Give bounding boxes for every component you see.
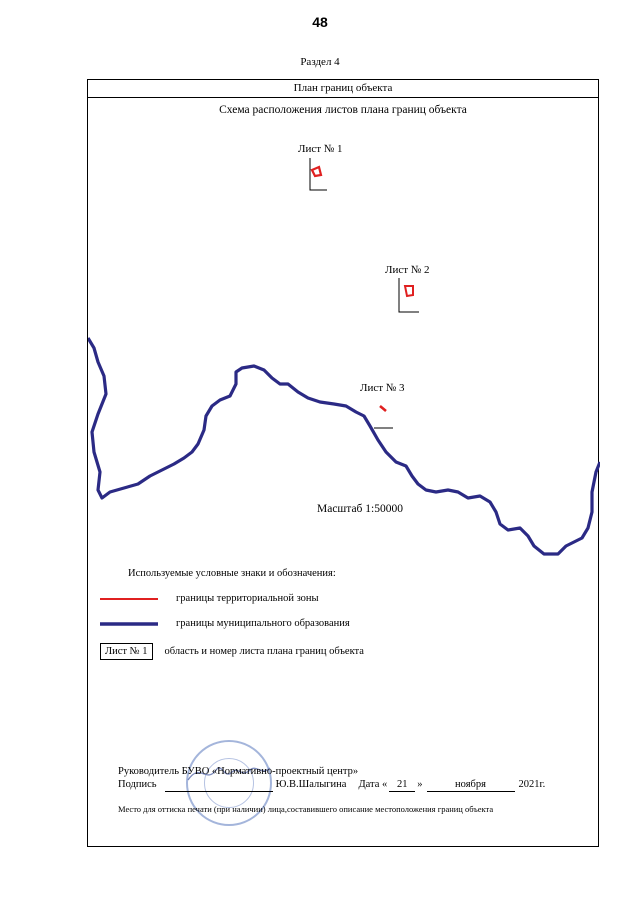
sign-row: [118, 778, 545, 792]
sheet-box-symbol: Лист № 1: [100, 643, 153, 660]
signature-line: [165, 778, 273, 792]
sheet-3-label: Лист № 3: [360, 382, 405, 394]
sheet-1-label: Лист № 1: [298, 143, 343, 155]
map-graphic: [88, 80, 600, 560]
head-line: Руководитель БУВО «Нормативно-проектный центр»: [118, 766, 359, 777]
page-number: 48: [312, 14, 328, 30]
sign-label: Подпись: [118, 779, 157, 790]
zone-boundary-2: [405, 286, 413, 296]
legend-text: границы территориальной зоны: [176, 593, 319, 604]
date-day: 21: [389, 778, 415, 792]
legend-item-zone: [100, 593, 319, 604]
sheet-1-box: [310, 158, 327, 190]
zone-boundary-1: [312, 167, 321, 176]
sheet-2-label: Лист № 2: [385, 264, 430, 276]
navy-line-symbol: [100, 621, 158, 627]
signature-block: [118, 765, 545, 792]
date-year: 2021г.: [518, 779, 546, 790]
legend-title: Используемые условные знаки и обозначения:: [128, 568, 336, 579]
signer-name: Ю.В.Шалыгина: [275, 779, 347, 790]
legend-item-sheet: [100, 643, 364, 660]
legend-text: границы муниципального образования: [176, 618, 350, 629]
stamp-note: Место для оттиска печати (при наличии) лица,составившего описание местоположения границ объекта: [118, 804, 494, 814]
zone-boundary-3: [380, 406, 386, 411]
plan-frame: [87, 79, 599, 847]
municipal-boundary: [88, 338, 600, 554]
red-line-symbol: [100, 596, 158, 602]
section-label: Раздел 4: [300, 56, 340, 68]
legend-item-municipal: [100, 618, 350, 629]
date-day-close: »: [417, 779, 423, 790]
frame-title: План границ объекта: [88, 80, 598, 98]
date-label: Дата «: [358, 779, 388, 790]
date-month: ноября: [427, 778, 515, 792]
legend-text: область и номер листа плана границ объекта: [164, 646, 364, 657]
scheme-title: Схема расположения листов плана границ объекта: [219, 104, 467, 116]
scale-text: Масштаб 1:50000: [317, 503, 403, 515]
